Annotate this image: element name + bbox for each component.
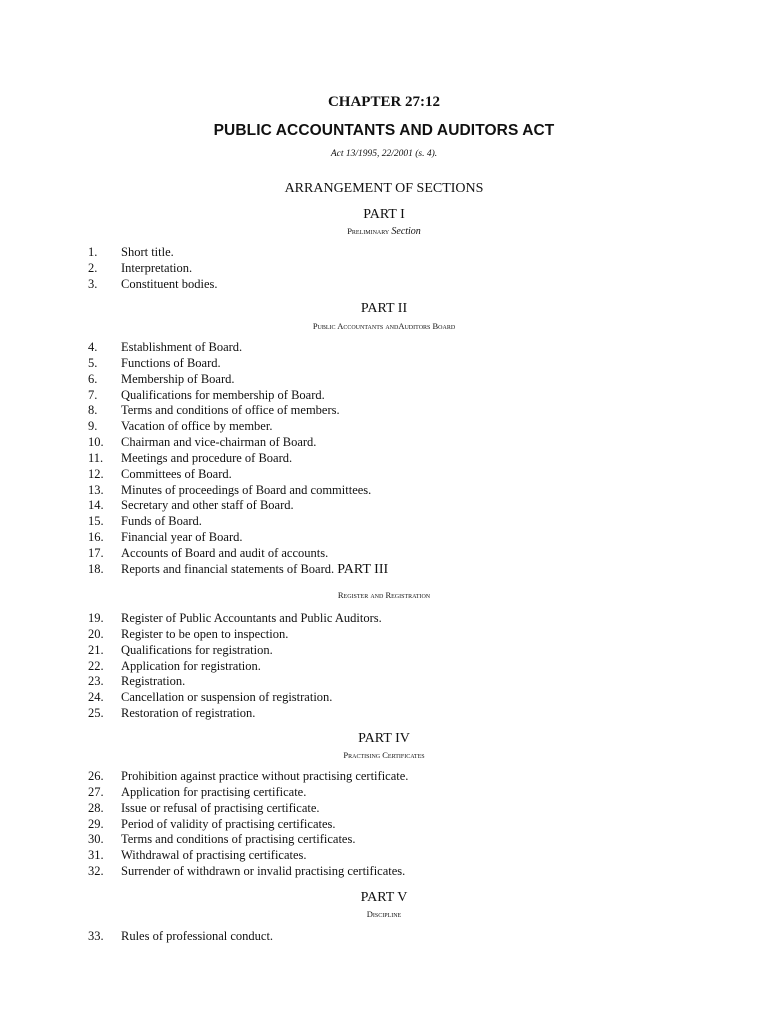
section-title: Surrender of withdrawn or invalid practising certificates. xyxy=(121,864,406,879)
section-item xyxy=(88,627,382,643)
section-number: 18. xyxy=(88,561,104,576)
section-title: Restoration of registration. xyxy=(121,706,256,721)
part-3-subtitle: Register and Registration xyxy=(337,590,431,600)
section-item xyxy=(88,864,408,880)
chapter-number: CHAPTER 27:12 xyxy=(327,94,441,110)
section-title: Reports and financial statements of Board. xyxy=(121,561,335,576)
section-number: 21. xyxy=(88,642,104,657)
section-item xyxy=(88,340,388,356)
section-item xyxy=(88,769,408,785)
section-title: Application for registration. xyxy=(121,658,261,673)
section-number: 9. xyxy=(88,419,98,434)
section-number: 28. xyxy=(88,800,104,815)
part-3-heading: PART III xyxy=(337,561,389,577)
act-title: PUBLIC ACCOUNTANTS AND AUDITORS ACT xyxy=(213,122,555,139)
section-title: Cancellation or suspension of registration. xyxy=(121,690,333,705)
section-item xyxy=(88,451,388,467)
part-2-heading: PART II xyxy=(360,301,408,316)
section-number: 32. xyxy=(88,864,104,879)
section-item xyxy=(88,435,388,451)
section-title: Short title. xyxy=(121,245,174,259)
section-item xyxy=(88,929,273,945)
section-item xyxy=(88,562,388,578)
section-number: 11. xyxy=(88,450,104,465)
section-title: Constituent bodies. xyxy=(121,276,218,291)
section-number: 26. xyxy=(88,769,104,783)
section-item xyxy=(88,372,388,388)
part-5-section-list xyxy=(88,929,273,945)
part-4-heading: PART IV xyxy=(358,731,410,746)
section-item xyxy=(88,419,388,435)
part-4-section-list xyxy=(88,769,408,880)
section-title: Secretary and other staff of Board. xyxy=(121,498,294,513)
section-item xyxy=(88,261,218,277)
section-item xyxy=(88,674,382,690)
section-item xyxy=(88,611,382,627)
section-number: 16. xyxy=(88,530,104,545)
section-title: Financial year of Board. xyxy=(121,530,243,545)
section-item xyxy=(88,245,218,261)
section-title: Rules of professional conduct. xyxy=(121,929,274,943)
section-item xyxy=(88,817,408,833)
section-item xyxy=(88,801,408,817)
section-item xyxy=(88,785,408,801)
section-item xyxy=(88,277,218,293)
section-item xyxy=(88,356,388,372)
section-title: Prohibition against practice without practising certificate. xyxy=(121,769,409,783)
section-number: 1. xyxy=(88,245,98,259)
arrangement-heading: ARRANGEMENT OF SECTIONS xyxy=(284,181,484,196)
section-item xyxy=(88,706,382,722)
section-item xyxy=(88,467,388,483)
section-number: 31. xyxy=(88,848,104,863)
section-title: Qualifications for registration. xyxy=(121,642,273,657)
section-number: 19. xyxy=(88,611,104,625)
section-title: Qualifications for membership of Board. xyxy=(121,387,325,402)
section-item xyxy=(88,832,408,848)
section-number: 5. xyxy=(88,355,98,370)
act-reference: Act 13/1995, 22/2001 (s. 4). xyxy=(330,149,438,159)
part-4-subtitle: Practising Certificates xyxy=(343,750,425,760)
section-number: 15. xyxy=(88,514,104,529)
part-1-section-list xyxy=(88,245,218,293)
section-number: 4. xyxy=(88,340,98,354)
section-number: 13. xyxy=(88,482,104,497)
section-number: 7. xyxy=(88,387,98,402)
section-title: Chairman and vice-chairman of Board. xyxy=(121,435,317,450)
section-item xyxy=(88,498,388,514)
section-title: Terms and conditions of office of members. xyxy=(121,403,340,418)
section-title: Funds of Board. xyxy=(121,514,202,529)
section-number: 20. xyxy=(88,626,104,641)
section-title: Terms and conditions of practising certificates. xyxy=(121,832,356,847)
section-title: Application for practising certificate. xyxy=(121,784,307,799)
section-title: Withdrawal of practising certificates. xyxy=(121,848,307,863)
section-number: 12. xyxy=(88,466,104,481)
section-number: 17. xyxy=(88,545,104,560)
section-item xyxy=(88,514,388,530)
part-5-subtitle: Discipline xyxy=(366,909,402,919)
section-number: 24. xyxy=(88,690,104,705)
part-2-section-list xyxy=(88,340,388,578)
section-number: 10. xyxy=(88,435,104,450)
part-1-subtitle xyxy=(0,226,768,237)
section-number: 33. xyxy=(88,929,104,943)
section-title: Issue or refusal of practising certificate. xyxy=(121,800,320,815)
section-number: 8. xyxy=(88,403,98,418)
section-number: 23. xyxy=(88,674,104,689)
section-title: Membership of Board. xyxy=(121,371,235,386)
section-item xyxy=(88,530,388,546)
section-title: Committees of Board. xyxy=(121,466,232,481)
section-item xyxy=(88,659,382,675)
section-item xyxy=(88,546,388,562)
section-title: Vacation of office by member. xyxy=(121,419,273,434)
section-item xyxy=(88,690,382,706)
section-item xyxy=(88,848,408,864)
section-number: 30. xyxy=(88,832,104,847)
section-number: 29. xyxy=(88,816,104,831)
section-item xyxy=(88,483,388,499)
section-item xyxy=(88,643,382,659)
section-title: Period of validity of practising certificates. xyxy=(121,816,336,831)
section-title: Minutes of proceedings of Board and committees. xyxy=(121,482,372,497)
section-title: Establishment of Board. xyxy=(121,340,243,354)
section-number: 2. xyxy=(88,260,98,275)
section-title: Accounts of Board and audit of accounts. xyxy=(121,545,329,560)
section-number: 6. xyxy=(88,371,98,386)
section-number: 22. xyxy=(88,658,104,673)
section-number: 25. xyxy=(88,706,104,721)
section-title: Meetings and procedure of Board. xyxy=(121,450,293,465)
part-5-heading: PART V xyxy=(360,890,408,905)
section-title: Interpretation. xyxy=(121,260,193,275)
section-title: Registration. xyxy=(121,674,186,689)
part-2-subtitle: Public Accountants andAuditors Board xyxy=(312,321,456,331)
section-item xyxy=(88,388,388,404)
section-title: Register to be open to inspection. xyxy=(121,626,289,641)
section-title: Functions of Board. xyxy=(121,355,221,370)
section-column-label: Section xyxy=(391,226,421,237)
section-item xyxy=(88,403,388,419)
section-number: 27. xyxy=(88,784,104,799)
part-3-section-list xyxy=(88,611,382,722)
part-1-heading: PART I xyxy=(363,207,405,222)
section-title: Register of Public Accountants and Public Auditors. xyxy=(121,611,382,625)
section-number: 14. xyxy=(88,498,104,513)
part-1-subtitle-text: Preliminary xyxy=(347,226,390,236)
section-number: 3. xyxy=(88,276,98,291)
